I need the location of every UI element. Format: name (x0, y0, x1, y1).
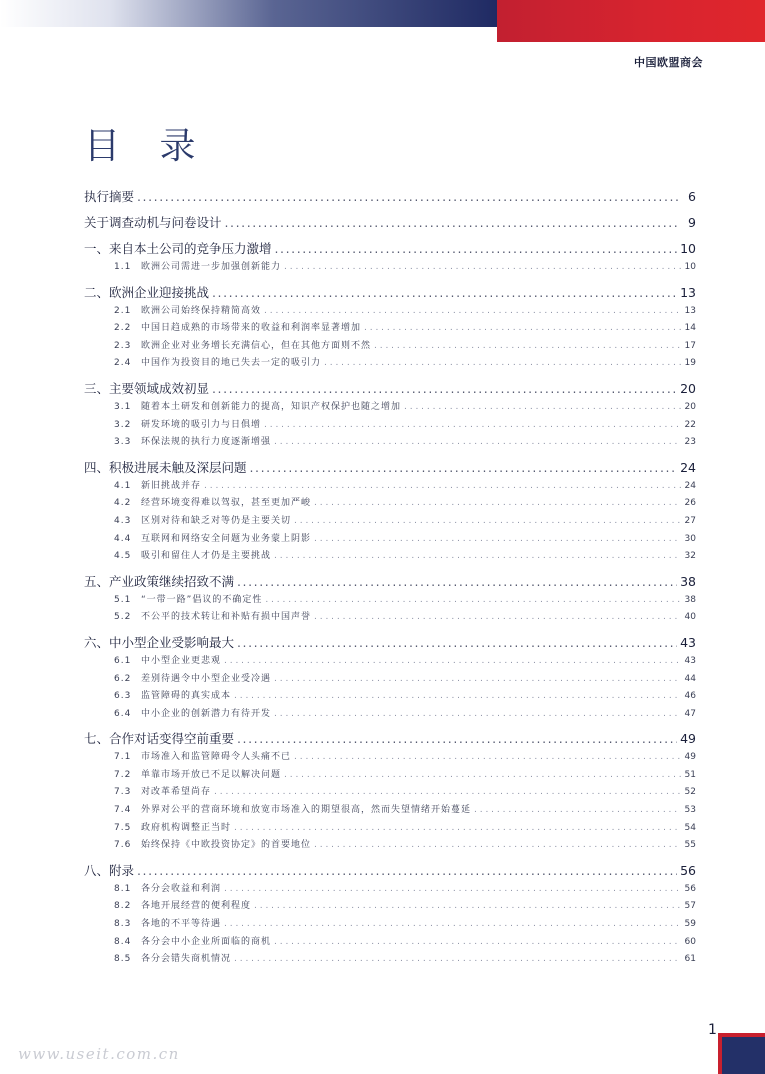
toc-leader-dots (137, 189, 679, 204)
toc-leader-dots (364, 323, 681, 333)
toc-subsection-label: 环保法规的执行力度逐渐增强 (141, 437, 272, 448)
page-number: 1 (708, 1022, 717, 1038)
toc-subsection-page: 24 (684, 480, 696, 491)
toc-section-label: 四、积极进展未触及深层问题 (84, 459, 247, 475)
toc-leader-dots (314, 498, 681, 508)
toc-subsection-row[interactable] (84, 671, 696, 689)
toc-subsection-number: 8.2 (114, 901, 132, 912)
toc-leader-dots (237, 574, 677, 589)
toc-leader-dots (274, 937, 681, 947)
toc-subsection-label: 区别对待和缺乏对等仍是主要关切 (141, 515, 292, 526)
toc-subsection-number: 5.2 (114, 612, 132, 623)
toc-leader-dots (264, 420, 681, 430)
toc-subsection-label: 中国日趋成熟的市场带来的收益和利润率显著增加 (141, 323, 362, 334)
toc-leader-dots (314, 840, 681, 850)
toc-subsection-label: 对改革希望尚存 (141, 787, 212, 798)
toc-subsection-number: 6.1 (114, 655, 132, 666)
toc-subsection-page: 55 (684, 840, 696, 851)
toc-subsection-label: 始终保持《中欧投资协定》的首要地位 (141, 840, 312, 851)
toc-subsection-number: 3.3 (114, 437, 132, 448)
blue-gradient-band (0, 0, 497, 27)
toc-section-page: 38 (680, 573, 696, 589)
toc-subsection-page: 14 (684, 323, 696, 334)
toc-subsection-row[interactable] (84, 320, 696, 338)
toc-leader-dots (324, 358, 681, 368)
toc-subsection-label: 各分会错失商机情况 (141, 954, 232, 965)
toc-section-page: 20 (680, 380, 696, 396)
toc-subsection-page: 47 (684, 708, 696, 719)
toc-section-page: 24 (680, 459, 696, 475)
toc-subsection-number: 4.5 (114, 551, 132, 562)
toc-subsection-label: 欧洲公司始终保持精简高效 (141, 305, 262, 316)
toc-section-label: 关于调查动机与问卷设计 (84, 215, 222, 230)
toc-subsection-row[interactable] (84, 355, 696, 373)
toc-leader-dots (274, 674, 681, 684)
toc-subsection-number: 2.2 (114, 323, 132, 334)
toc-subsection-number: 5.1 (114, 594, 132, 605)
toc-section-page: 56 (680, 862, 696, 878)
toc-section-row[interactable] (84, 729, 696, 749)
toc-subsection-page: 10 (684, 262, 696, 272)
toc-leader-dots (404, 402, 681, 412)
toc-section-row[interactable] (84, 458, 696, 478)
toc-subsection-row[interactable] (84, 338, 696, 356)
top-color-band (0, 0, 765, 42)
toc-subsection-page: 53 (684, 805, 696, 816)
toc-subsection-row[interactable] (84, 434, 696, 452)
toc-leader-dots (224, 656, 681, 666)
toc-leader-dots (234, 954, 681, 964)
toc-subsection-row[interactable] (84, 916, 696, 934)
toc-subsection-row[interactable] (84, 749, 696, 767)
toc-section-label: 二、欧洲企业迎接挑战 (84, 284, 210, 300)
toc-subsection-page: 60 (684, 936, 696, 947)
toc-subsection-number: 7.5 (114, 822, 132, 833)
toc-subsection-number: 7.3 (114, 787, 132, 798)
toc-leader-dots (274, 437, 681, 447)
toc-subsection-row[interactable] (84, 688, 696, 706)
toc-subsection-number: 6.4 (114, 708, 132, 719)
toc-subsection-page: 17 (684, 340, 696, 351)
toc-subsection-label: 各地开展经营的便利程度 (141, 901, 252, 912)
toc-leader-dots (374, 341, 681, 351)
toc-leader-dots (264, 306, 681, 316)
toc-subsection-page: 27 (684, 515, 696, 526)
toc-leader-dots (275, 241, 678, 256)
toc-subsection-page: 51 (684, 769, 696, 780)
toc-subsection-page: 13 (684, 305, 696, 316)
toc-leader-dots (274, 709, 681, 719)
toc-subsection-number: 4.1 (114, 480, 132, 491)
toc-section-label: 八、附录 (84, 862, 135, 878)
toc-subsection-number: 3.1 (114, 401, 132, 412)
toc-subsection-row[interactable] (84, 531, 696, 549)
toc-subsection-number: 7.1 (114, 752, 132, 763)
toc-subsection-row[interactable] (84, 513, 696, 531)
toc-subsection-number: 4.4 (114, 533, 132, 544)
toc-leader-dots (237, 635, 677, 650)
toc-subsection-label: 新旧挑战并存 (141, 480, 202, 491)
toc-leader-dots (265, 595, 681, 605)
toc-subsection-number: 7.2 (114, 769, 132, 780)
toc-leader-dots (250, 460, 678, 475)
toc-leader-dots (314, 612, 681, 622)
toc-leader-dots (284, 262, 681, 272)
toc-subsection-page: 30 (684, 533, 696, 544)
toc-subsection-number: 3.2 (114, 419, 132, 430)
toc-section-row[interactable] (84, 283, 696, 303)
toc-subsection-number: 6.2 (114, 673, 132, 684)
corner-blue-block (722, 1037, 765, 1074)
toc-section-page: 49 (680, 731, 696, 747)
toc-leader-dots (137, 863, 677, 878)
toc-subsection-number: 4.2 (114, 498, 132, 509)
toc-subsection-label: 各分会收益和利润 (141, 883, 222, 894)
toc-subsection-row[interactable] (84, 259, 696, 277)
toc-subsection-number: 2.4 (114, 358, 132, 369)
toc-subsection-number: 7.4 (114, 805, 132, 816)
toc-leader-dots (274, 551, 681, 561)
toc-subsection-row[interactable] (84, 653, 696, 671)
toc-subsection-row[interactable] (84, 706, 696, 724)
toc-leader-dots (214, 787, 681, 797)
toc-subsection-label: 互联网和网络安全问题为业务蒙上阴影 (141, 533, 312, 544)
toc-leader-dots (225, 215, 679, 230)
toc-subsection-row[interactable] (84, 399, 696, 417)
toc-section-row[interactable] (84, 213, 696, 233)
toc-subsection-row[interactable] (84, 784, 696, 802)
toc-subsection-page: 52 (684, 787, 696, 798)
toc-section-page: 10 (680, 241, 696, 256)
toc-subsection-label: 各地的不平等待遇 (141, 919, 222, 930)
toc-section-page: 13 (680, 284, 696, 300)
toc-subsection-page: 26 (684, 498, 696, 509)
toc-subsection-number: 8.4 (114, 936, 132, 947)
toc-subsection-page: 23 (684, 437, 696, 448)
toc-section-page: 6 (688, 189, 696, 204)
toc-subsection-row[interactable] (84, 951, 696, 969)
toc-section-label: 执行摘要 (84, 189, 135, 204)
toc-leader-dots (284, 770, 681, 780)
toc-subsection-label: 中小企业的创新潜力有待开发 (141, 708, 272, 719)
toc-subsection-label: 不公平的技术转让和补贴有损中国声誉 (141, 612, 312, 623)
toc-leader-dots (294, 752, 681, 762)
toc-leader-dots (237, 731, 677, 746)
toc-subsection-label: 外界对公平的营商环境和放宽市场准入的期望很高，然而失望情绪开始蔓延 (141, 805, 472, 816)
toc-section-row[interactable] (84, 187, 696, 207)
toc-section-row[interactable] (84, 861, 696, 881)
toc-subsection-row[interactable] (84, 478, 696, 496)
toc-subsection-row[interactable] (84, 934, 696, 952)
toc-leader-dots (474, 805, 681, 815)
toc-subsection-row[interactable] (84, 417, 696, 435)
page-title: 目 录 (84, 126, 210, 167)
toc-subsection-label: 欧洲企业对业务增长充满信心，但在其他方面则不然 (141, 340, 372, 351)
toc-section-row[interactable] (84, 379, 696, 399)
toc-subsection-row[interactable] (84, 609, 696, 627)
toc-subsection-page: 40 (684, 612, 696, 623)
toc-subsection-page: 32 (684, 551, 696, 562)
toc-subsection-page: 56 (684, 883, 696, 894)
toc-subsection-page: 49 (684, 752, 696, 763)
toc-subsection-page: 43 (684, 655, 696, 666)
toc-subsection-number: 8.3 (114, 919, 132, 930)
toc-section-label: 三、主要领域成效初显 (84, 380, 210, 396)
toc-subsection-row[interactable] (84, 767, 696, 785)
toc-subsection-label: 差别待遇令中小型企业受冷遇 (141, 673, 272, 684)
toc-section-page: 9 (688, 215, 696, 230)
organization-name: 中国欧盟商会 (634, 56, 703, 69)
toc-section-label: 一、来自本土公司的竞争压力激增 (84, 241, 272, 256)
toc-subsection-number: 6.3 (114, 691, 132, 702)
toc-subsection-label: 欧洲公司需进一步加强创新能力 (141, 262, 282, 272)
toc-subsection-label: 中小型企业更悲观 (141, 655, 222, 666)
toc-subsection-page: 46 (684, 691, 696, 702)
toc-subsection-number: 1.1 (114, 262, 132, 272)
toc-subsection-label: “一带一路”倡议的不确定性 (141, 594, 263, 605)
toc-subsection-label: 各分会中小企业所面临的商机 (141, 936, 272, 947)
toc-subsection-number: 8.1 (114, 883, 132, 894)
toc-subsection-number: 7.6 (114, 840, 132, 851)
toc-section-row[interactable] (84, 633, 696, 653)
toc-leader-dots (212, 381, 677, 396)
toc-subsection-row[interactable] (84, 898, 696, 916)
toc-subsection-row[interactable] (84, 495, 696, 513)
toc-leader-dots (212, 285, 677, 300)
toc-leader-dots (224, 884, 681, 894)
toc-subsection-page: 54 (684, 822, 696, 833)
toc-subsection-label: 市场准入和监管障碍令人头痛不已 (141, 752, 292, 763)
toc-leader-dots (234, 823, 681, 833)
toc-leader-dots (294, 516, 681, 526)
toc-subsection-page: 38 (684, 594, 696, 605)
toc-subsection-number: 8.5 (114, 954, 132, 965)
toc-subsection-row[interactable] (84, 820, 696, 838)
toc-subsection-row[interactable] (84, 881, 696, 899)
toc-section-label: 七、合作对话变得空前重要 (84, 731, 235, 747)
toc-subsection-row[interactable] (84, 592, 696, 610)
toc-subsection-page: 57 (684, 901, 696, 912)
toc-leader-dots (314, 534, 681, 544)
toc-subsection-number: 2.3 (114, 340, 132, 351)
toc-subsection-label: 政府机构调整正当时 (141, 822, 232, 833)
toc-subsection-row[interactable] (84, 303, 696, 321)
toc-section-row[interactable] (84, 239, 696, 259)
toc-leader-dots (204, 481, 681, 491)
toc-subsection-page: 61 (684, 954, 696, 965)
toc-leader-dots (224, 919, 681, 929)
toc-section-page: 43 (680, 634, 696, 650)
toc-subsection-label: 随着本土研发和创新能力的提高，知识产权保护也随之增加 (141, 401, 402, 412)
toc-subsection-row[interactable] (84, 548, 696, 566)
toc-subsection-row[interactable] (84, 802, 696, 820)
toc-subsection-number: 2.1 (114, 305, 132, 316)
red-band (497, 0, 765, 42)
watermark: www.useit.com.cn (18, 1045, 180, 1063)
toc-subsection-label: 单靠市场开放已不足以解决问题 (141, 769, 282, 780)
toc-subsection-page: 19 (684, 358, 696, 369)
toc-subsection-label: 中国作为投资目的地已失去一定的吸引力 (141, 358, 322, 369)
toc-subsection-page: 59 (684, 919, 696, 930)
toc-leader-dots (254, 901, 681, 911)
toc-section-label: 六、中小型企业受影响最大 (84, 634, 235, 650)
toc-subsection-number: 4.3 (114, 515, 132, 526)
toc-subsection-label: 经营环境变得难以驾驭，甚至更加严峻 (141, 498, 312, 509)
toc-section-row[interactable] (84, 572, 696, 592)
toc-subsection-page: 20 (684, 401, 696, 412)
toc-subsection-label: 吸引和留住人才仍是主要挑战 (141, 551, 272, 562)
toc-subsection-row[interactable] (84, 837, 696, 855)
toc-section-label: 五、产业政策继续招致不满 (84, 573, 235, 589)
toc-subsection-page: 22 (684, 419, 696, 430)
table-of-contents (84, 187, 696, 969)
toc-subsection-page: 44 (684, 673, 696, 684)
toc-leader-dots (234, 691, 681, 701)
toc-subsection-label: 监管障碍的真实成本 (141, 691, 232, 702)
toc-subsection-label: 研发环境的吸引力与日俱增 (141, 419, 262, 430)
